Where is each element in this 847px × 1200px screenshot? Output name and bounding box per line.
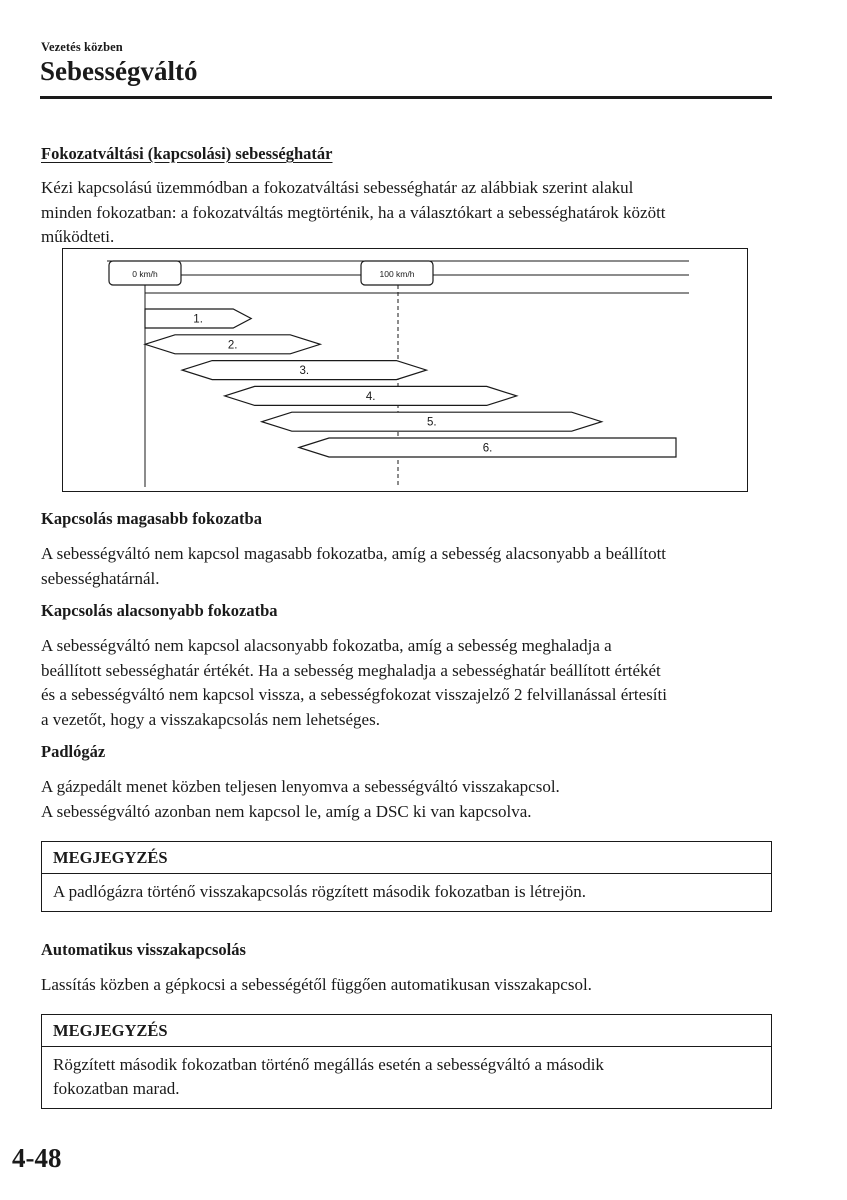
gear-label: 6. <box>482 442 493 455</box>
auto-downshift-heading: Automatikus visszakapcsolás <box>41 940 246 959</box>
shift-limit-heading: Fokozatváltási (kapcsolási) sebességhatár <box>41 144 333 163</box>
gear-label: 2. <box>227 339 238 352</box>
note-line: Rögzített második fokozatban történő megállás esetén a sebességváltó a második <box>53 1055 604 1074</box>
kickdown-paragraph <box>41 775 781 824</box>
upshift-paragraph <box>41 542 781 591</box>
gear-label: 5. <box>426 416 437 429</box>
gear-range-chart <box>63 249 749 493</box>
paragraph-line: A sebességváltó nem kapcsol magasabb fokozatba, amíg a sebesség alacsonyabb a beállított <box>41 544 667 563</box>
paragraph-line: és a sebességváltó nem kapcsol vissza, a sebességfokozat visszajelző 2 felvillanással értesíti <box>41 685 667 704</box>
paragraph-line: minden fokozatban: a fokozatváltás megtörténik, ha a választókart a sebességhatárok között <box>41 202 666 222</box>
section-label: Vezetés közben <box>41 40 123 54</box>
paragraph-line: A sebességváltó nem kapcsol alacsonyabb fokozatba, amíg a sebesség meghaladja a <box>41 636 612 655</box>
paragraph-line: A gázpedált menet közben teljesen lenyomva a sebességváltó visszakapcsol. <box>41 777 560 796</box>
paragraph-line: sebességhatárnál. <box>41 568 160 588</box>
note-heading: MEGJEGYZÉS <box>42 1015 771 1047</box>
paragraph-line: Lassítás közben a gépkocsi a sebességétől függően automatikusan visszakapcsol. <box>41 975 592 994</box>
kickdown-heading: Padlógáz <box>41 742 106 761</box>
shift-limit-paragraph <box>41 176 781 250</box>
gear-speed-diagram <box>62 248 748 492</box>
gear-label: 3. <box>299 365 310 378</box>
paragraph-line: működteti. <box>41 227 115 246</box>
speed-label: 0 km/h <box>132 269 158 279</box>
downshift-paragraph <box>41 634 781 732</box>
page-title: Sebességváltó <box>40 56 198 86</box>
page-number: 4-48 <box>12 1143 62 1173</box>
paragraph-line: a vezetőt, hogy a visszakapcsolás nem lehetséges. <box>41 709 380 729</box>
note-heading: MEGJEGYZÉS <box>42 842 771 874</box>
paragraph-line: A sebességváltó azonban nem kapcsol le, amíg a DSC ki van kapcsolva. <box>41 801 532 821</box>
title-divider <box>40 96 772 99</box>
note-line: A padlógázra történő visszakapcsolás rögzített második fokozatban is létrejön. <box>53 882 586 901</box>
note-line: fokozatban marad. <box>53 1079 180 1098</box>
paragraph-line: Kézi kapcsolású üzemmódban a fokozatváltási sebességhatár az alábbiak szerint alakul <box>41 178 634 197</box>
note-body <box>42 1047 771 1108</box>
upshift-heading: Kapcsolás magasabb fokozatba <box>41 509 262 528</box>
paragraph-line: beállított sebességhatár értékét. Ha a sebesség meghaladja a sebességhatár beállított értékét <box>41 660 661 680</box>
note-body <box>42 874 771 911</box>
auto-downshift-paragraph <box>41 973 781 998</box>
note-box <box>41 841 772 912</box>
note-box <box>41 1014 772 1109</box>
speed-label: 100 km/h <box>379 269 415 279</box>
gear-label: 4. <box>365 390 376 403</box>
downshift-heading: Kapcsolás alacsonyabb fokozatba <box>41 601 278 620</box>
gear-label: 1. <box>193 313 203 326</box>
